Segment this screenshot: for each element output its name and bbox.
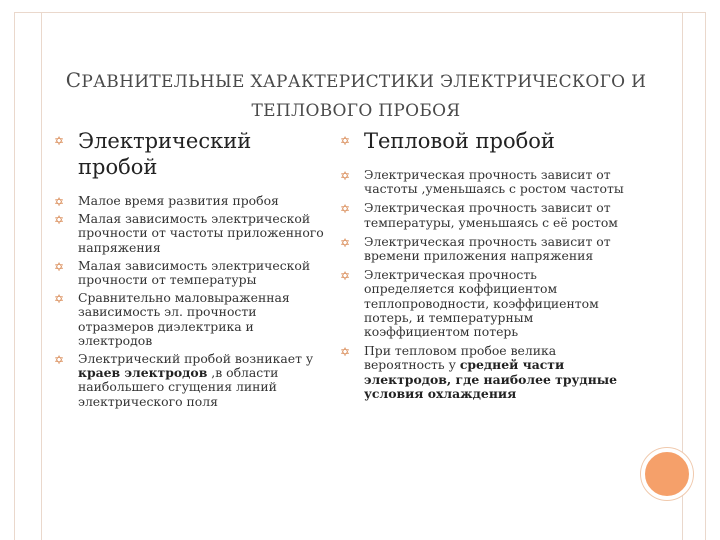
bullet-star-icon: ✡: [340, 345, 351, 360]
electric-breakdown-heading: ✡ Электрический пробой: [54, 129, 252, 179]
decorative-circle: [641, 448, 693, 500]
slide-title: [56, 66, 656, 126]
bullet-star-icon: ✡: [54, 134, 65, 148]
bullet-star-icon: ✡: [54, 213, 65, 228]
title-line-1: РАВНИТЕЛЬНЫЕ ХАРАКТЕРИСТИКИ ЭЛЕКТРИЧЕСКОГО И: [81, 72, 647, 92]
list-item: ✡ Электрическая прочность зависит от температуры, уменьшаясь с её ростом: [340, 200, 618, 230]
list-item: ✡ При тепловом пробое велика вероятность у средней части электродов, где наиболее трудные условия охлаждения: [340, 343, 618, 401]
bullet-star-icon: ✡: [54, 292, 65, 307]
list-item: ✡ Электрический пробой возникает у краев электродов ,в области наибольшего сгущения линий электрического поля: [54, 351, 314, 409]
bullet-star-icon: ✡: [340, 134, 351, 148]
frame-left-line: [41, 12, 42, 540]
bullet-star-icon: ✡: [340, 269, 351, 284]
list-item: ✡ Малая зависимость электрической прочности от частоты приложенного напряжения: [54, 211, 324, 255]
bullet-star-icon: ✡: [54, 195, 65, 209]
bullet-star-icon: ✡: [54, 259, 65, 274]
bullet-star-icon: ✡: [54, 353, 65, 368]
bullet-star-icon: ✡: [340, 235, 351, 250]
list-item: ✡ Сравнительно маловыраженная зависимость эл. прочности отразмеров диэлектрика и электродов: [54, 290, 290, 348]
list-item: ✡ Электрическая прочность определяется коффициентом теплопроводности, коэффициентом потерь, и температурным коэффициентом потерь: [340, 267, 599, 340]
list-item: ✡ Электрическая прочность зависит от частоты ,уменьшаясь с ростом частоты: [340, 167, 624, 197]
thermal-breakdown-column: [340, 128, 624, 406]
emphasis-text: краев электродов: [78, 365, 208, 381]
emphasis-text: средней части электродов, где наиболее трудные условия охлаждения: [364, 357, 618, 401]
list-item: ✡ Малая зависимость электрической прочности от температуры: [54, 257, 311, 288]
bullet-star-icon: ✡: [340, 169, 351, 183]
title-line-2: ТЕПЛОВОГО ПРОБОЯ: [251, 101, 461, 121]
list-item: ✡ Электрическая прочность зависит от времени приложения напряжения: [340, 233, 611, 264]
bullet-star-icon: ✡: [340, 202, 351, 217]
electric-breakdown-column: [54, 128, 326, 413]
list-item: ✡ Малое время развития пробоя: [54, 193, 279, 209]
thermal-breakdown-heading: ✡ Тепловой пробой: [340, 129, 555, 153]
title-initial: С: [65, 68, 82, 92]
